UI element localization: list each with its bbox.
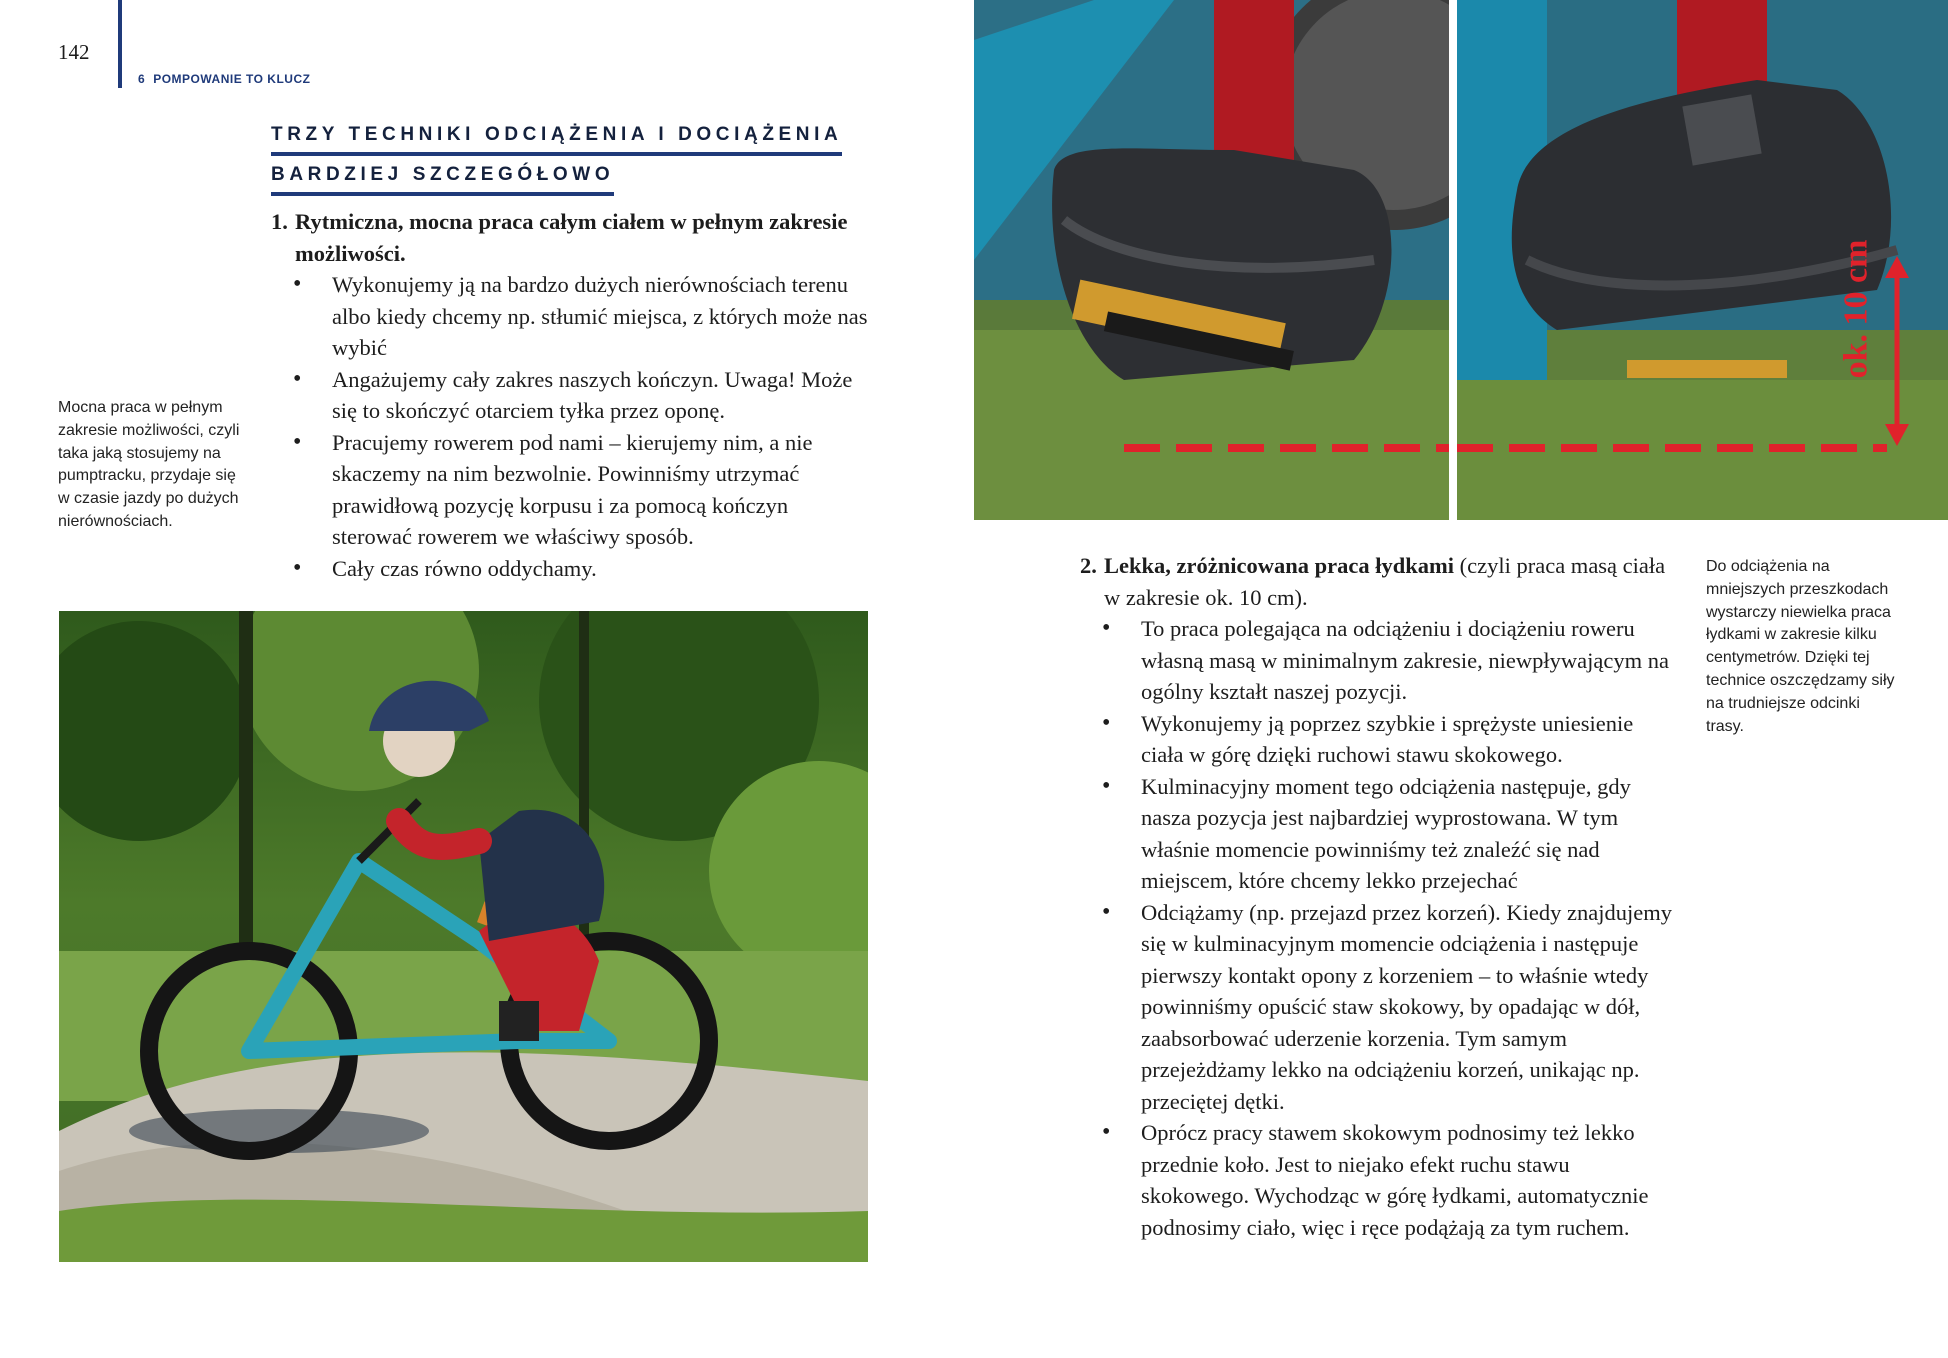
- section-title: [271, 124, 842, 204]
- bullet-item: • Oprócz pracy stawem skokowym podnosimy też lekko przednie koło. Jest to niejako efekt ruchu stawu skokowego. Wychodząc w górę łydkami, automatycznie podnosimy ciało, więc i ręce podążają za tym ruchem.: [1080, 1117, 1678, 1243]
- technique-bullets: [271, 269, 868, 584]
- technique-2: [1080, 550, 1678, 1243]
- technique-heading: [271, 206, 868, 269]
- rider-photo: [59, 611, 868, 1262]
- page-number: 142: [58, 40, 90, 64]
- technique-heading-rest: (czyli praca masą ciała w zakresie ok. 10 cm).: [1104, 553, 1666, 610]
- chapter-title: POMPOWANIE TO KLUCZ: [153, 72, 311, 86]
- bullet-item: • Wykonujemy ją na bardzo dużych nierównościach terenu albo kiedy chcemy np. stłumić miejsca, z których może nas wybić: [271, 269, 868, 364]
- technique-index: 1.: [271, 209, 288, 234]
- section-title-line-1: TRZY TECHNIKI ODCIĄŻENIA I DOCIĄŻENIA: [271, 124, 842, 156]
- technique-heading-text: Lekka, zróżnicowana praca łydkami (czyli praca masą ciała w zakresie ok. 10 cm).: [1104, 553, 1666, 610]
- chapter-label: [138, 72, 310, 86]
- technique-1: [271, 206, 868, 584]
- bullet-item: • To praca polegająca na odciążeniu i dociążeniu roweru własną masą w minimalnym zakresie, niewpływającym na ogólny kształt naszej pozycji.: [1080, 613, 1678, 708]
- caption-left: Mocna praca w pełnym zakresie możliwości, czyli taka jaką stosujemy na pumptracku, przydaje się w czasie jazdy po dużych nierównościach.: [58, 399, 240, 530]
- caption-right: Do odciążenia na mniejszych przeszkodach wystarczy niewielka praca łydkami w zakresie kilku centymetrów. Dzięki tej technice oszczędzamy siły na trudniejsze odcinki trasy.: [1706, 558, 1895, 735]
- rider-photo-image: [59, 611, 868, 1262]
- technique-index: 2.: [1080, 553, 1097, 578]
- shoe-photo-low: [974, 0, 1449, 520]
- bullet-item: • Cały czas równo oddychamy.: [271, 553, 868, 585]
- chapter-number: 6: [138, 72, 146, 86]
- section-title-line-2: BARDZIEJ SZCZEGÓŁOWO: [271, 164, 614, 196]
- shoe-photo-raised: [1457, 0, 1948, 520]
- technique-heading-text: Rytmiczna, mocna praca całym ciałem w pełnym zakresie możliwości.: [295, 209, 848, 266]
- measurement-label: ok. 10 cm: [1837, 239, 1875, 379]
- bullet-item: • Odciążamy (np. przejazd przez korzeń). Kiedy znajdujemy się w kulminacyjnym momencie odciążenia i następuje pierwszy kontakt opony z korzeniem – to właśnie wtedy powinniśmy opuścić staw skokowy, by opadając w dół, zaabsorbować uderzenie korzenia. Tym samym przejeżdżamy lekko na odciążeniu korzeń, unikając np. przeciętej dętki.: [1080, 897, 1678, 1118]
- bullet-item: • Angażujemy cały zakres naszych kończyn. Uwaga! Może się to skończyć otarciem tyłka przez oponę.: [271, 364, 868, 427]
- bullet-item: • Wykonujemy ją poprzez szybkie i sprężyste uniesienie ciała w górę dzięki ruchowi stawu skokowego.: [1080, 708, 1678, 771]
- bullet-item: • Pracujemy rowerem pod nami – kierujemy nim, a nie skaczemy na nim bezwolnie. Powinniśmy utrzymać prawidłową pozycję korpusu i za pomocą kończyn sterować rowerem we właściwy sposób.: [271, 427, 868, 553]
- technique-heading: [1080, 550, 1678, 613]
- technique-bullets: [1080, 613, 1678, 1243]
- shoe-photo-low-image: [974, 0, 1449, 520]
- header-rule: [118, 0, 122, 88]
- bullet-item: • Kulminacyjny moment tego odciążenia następuje, gdy nasza pozycja jest najbardziej wyprostowana. W tym właśnie momencie powinniśmy też znaleźć się nad miejscem, które chcemy lekko przejechać: [1080, 771, 1678, 897]
